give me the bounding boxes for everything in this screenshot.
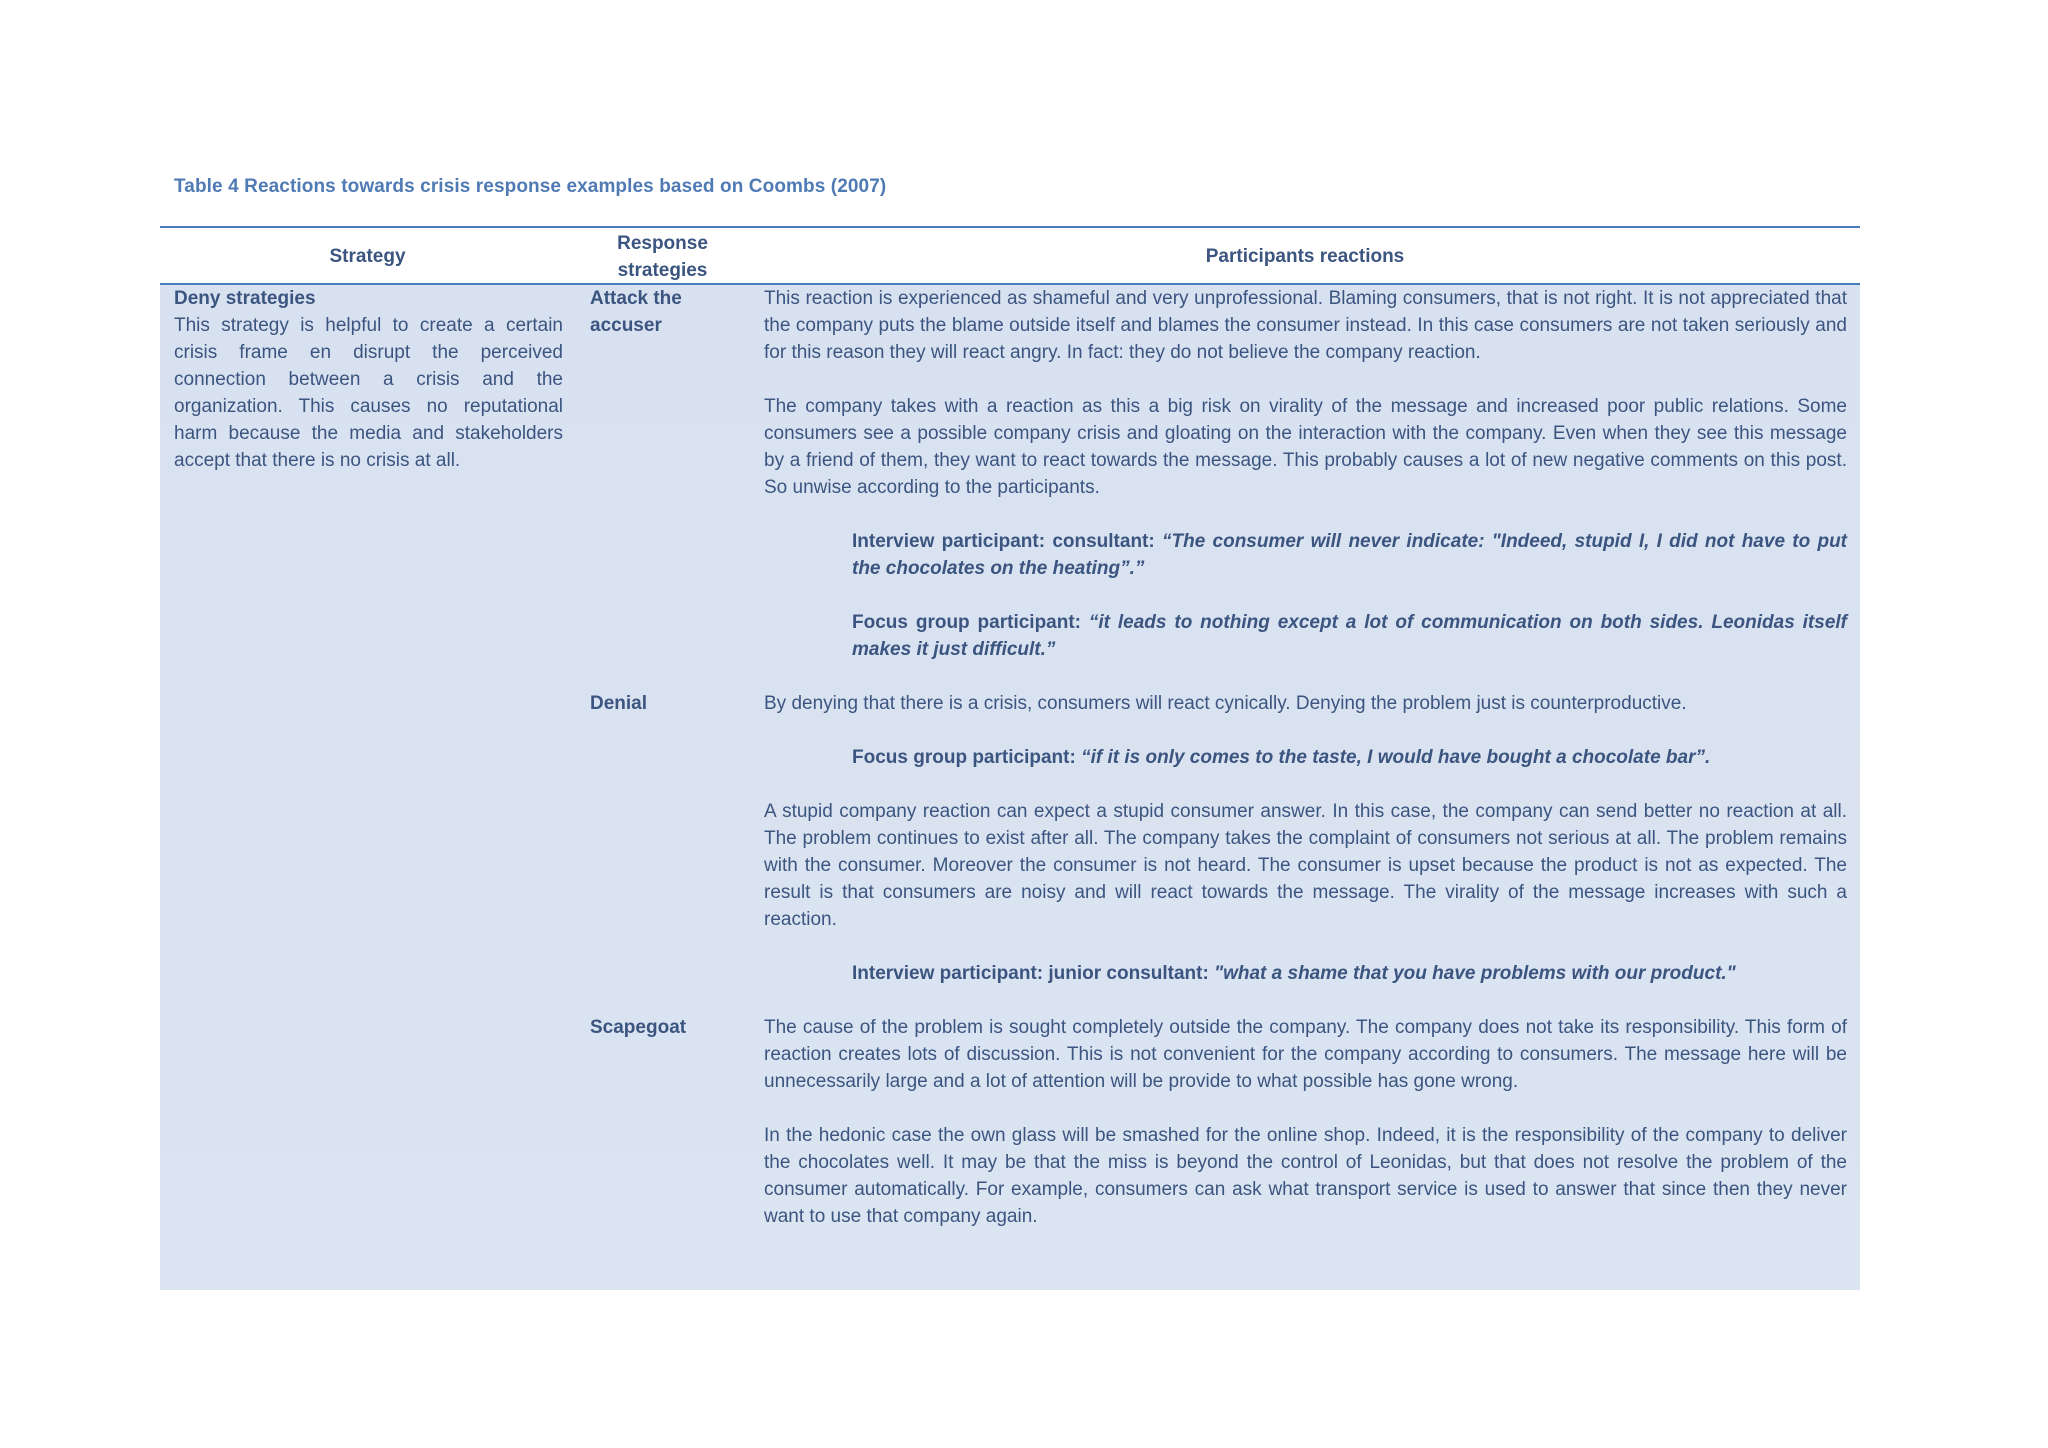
header-participants-reactions: Participants reactions bbox=[1205, 246, 1405, 267]
quote-text: “The consumer will never indicate: "Indeed, stupid I, I did not have to put the chocolates on the heating”.” bbox=[852, 531, 1847, 579]
header-strategy: Strategy bbox=[329, 246, 406, 267]
denial-reaction-paragraph-1: By denying that there is a crisis, consumers will react cynically. Denying the problem just is counterproductive. bbox=[764, 693, 1687, 714]
denial-reaction-paragraph-2: A stupid company reaction can expect a stupid consumer answer. In this case, the company can send better no reaction at all. The problem continues to exist after all. The company takes the complaint of consumers not serious at all. The problem remains with the consumer. Moreover the consumer is not heard. The consumer is upset because the product is not as expected. The result is that consumers are noisy and will react towards the message. The virality of the message increases with such a reaction. bbox=[764, 801, 1847, 930]
strategy-title: Deny strategies bbox=[174, 288, 316, 309]
table-header bbox=[160, 228, 1860, 285]
quote-text: "what a shame that you have problems with our product." bbox=[1214, 963, 1736, 984]
strategy-description: This strategy is helpful to create a certain crisis frame en disrupt the perceived connection between a crisis and the organization. This causes no reputational harm because the media and stakeholders accept that there is no crisis at all. bbox=[174, 315, 563, 471]
attack-reaction-paragraph-1: This reaction is experienced as shameful and very unprofessional. Blaming consumers, that is not right. It is not appreciated that the company puts the blame outside itself and blames the consumer instead. In this case consumers are not taken seriously and for this reason they will react angry. In fact: they do not believe the company reaction. bbox=[764, 288, 1847, 363]
quote-label: Focus group participant: bbox=[852, 747, 1082, 768]
reactions-table bbox=[160, 226, 1860, 1290]
denial-quote-interview bbox=[852, 960, 1847, 987]
attack-reaction-paragraph-2: The company takes with a reaction as this a big risk on virality of the message and increased poor public relations. Some consumers see a possible company crisis and gloating on the interaction with the company. Even when they see this message by a friend of them, they want to react towards the message. This probably causes a lot of new negative comments on this post. So unwise according to the participants. bbox=[764, 396, 1847, 498]
scapegoat-reaction-paragraph-1: The cause of the problem is sought completely outside the company. The company does not take its responsibility. This form of reaction creates lots of discussion. This is not convenient for the company according to consumers. The message here will be unnecessarily large and a lot of attention will be provide to what possible has gone wrong. bbox=[764, 1017, 1847, 1092]
quote-text: “it leads to nothing except a lot of communication on both sides. Leonidas itself makes it just difficult.” bbox=[852, 612, 1847, 660]
response-scapegoat: Scapegoat bbox=[590, 1017, 687, 1038]
quote-label: Interview participant: junior consultant: bbox=[852, 963, 1215, 984]
attack-quote-focus-group bbox=[852, 609, 1847, 663]
strategy-cell bbox=[174, 285, 563, 474]
response-attack-the-accuser: Attack the accuser bbox=[590, 288, 682, 336]
table-caption: Table 4 Reactions towards crisis response examples based on Coombs (2007) bbox=[174, 176, 887, 197]
scapegoat-reaction-paragraph-2: In the hedonic case the own glass will be smashed for the online shop. Indeed, it is the responsibility of the company to deliver the chocolates well. It may be that the miss is beyond the control of Leonidas, but that does not resolve the problem of the consumer automatically. For example, consumers can ask what transport service is used to answer that since then they never want to use that company again. bbox=[764, 1125, 1847, 1227]
table-body bbox=[160, 285, 1860, 1290]
quote-label: Interview participant: consultant: bbox=[852, 531, 1162, 552]
denial-quote-focus-group bbox=[852, 744, 1847, 771]
header-response-strategies: Response strategies bbox=[617, 233, 708, 281]
attack-quote-interview bbox=[852, 528, 1847, 582]
quote-text: “if it is only comes to the taste, I would have bought a chocolate bar”. bbox=[1081, 747, 1711, 768]
response-denial: Denial bbox=[590, 693, 648, 714]
quote-label: Focus group participant: bbox=[852, 612, 1089, 633]
